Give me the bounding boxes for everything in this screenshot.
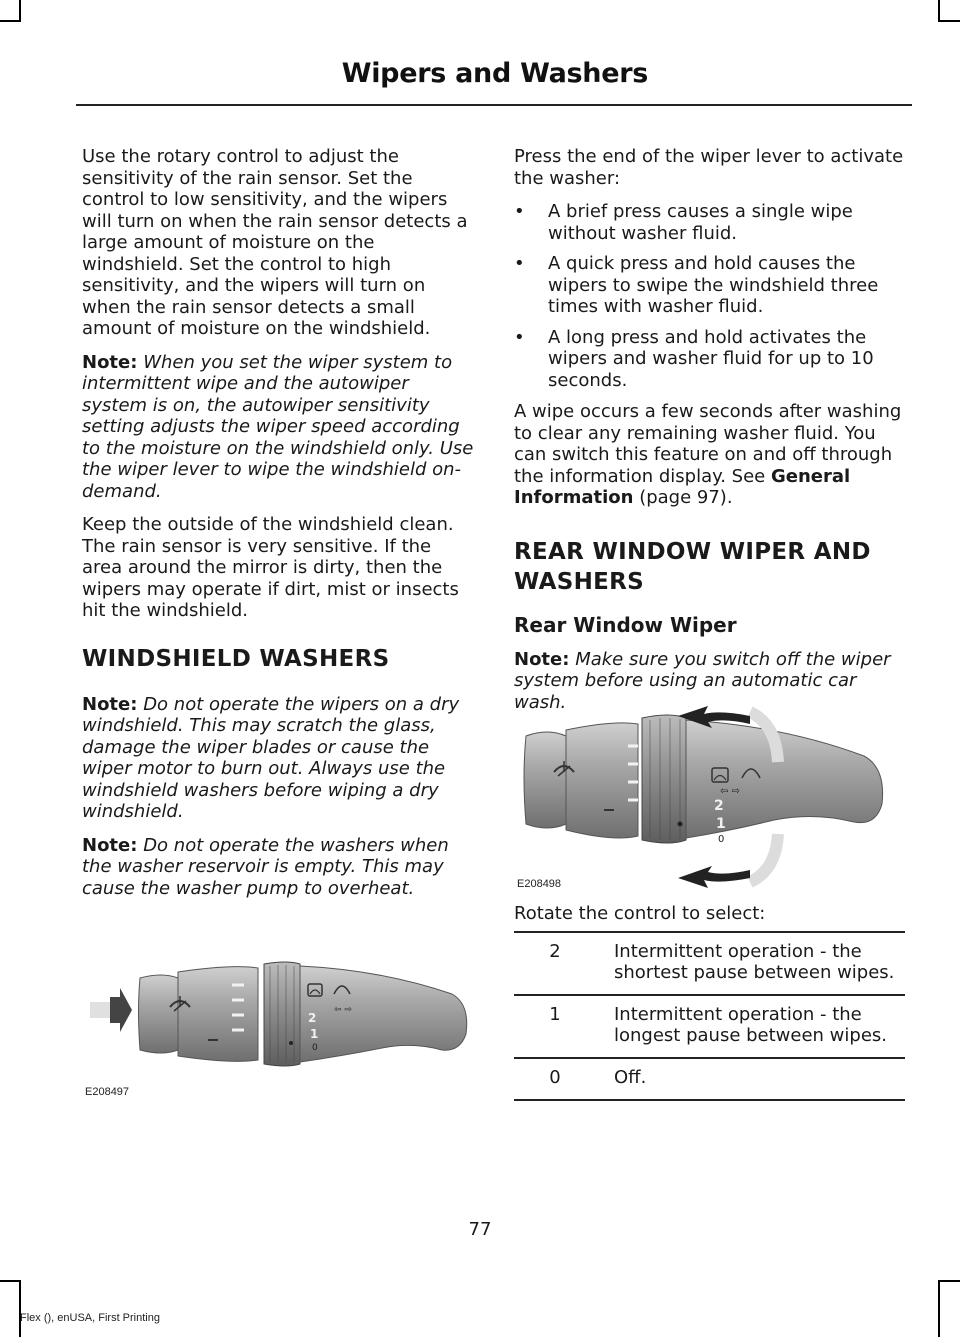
lever-mark-1: 1 bbox=[310, 1027, 319, 1041]
figure-label: E208497 bbox=[85, 1086, 130, 1098]
list-item bbox=[514, 327, 906, 392]
wiper-lever-illustration bbox=[82, 950, 475, 1100]
bullet: • bbox=[514, 326, 525, 348]
note-label: Note: bbox=[82, 351, 138, 373]
wiper-lever-rotate-illustration bbox=[514, 706, 907, 894]
header-rule bbox=[76, 104, 912, 106]
press-arrow-icon bbox=[110, 988, 132, 1032]
crop-mark bbox=[938, 1280, 940, 1337]
lever-mark-0: 0 bbox=[312, 1043, 318, 1053]
footer-text: Flex (), enUSA, First Printing bbox=[20, 1312, 160, 1324]
svg-text:⇦ ⇨: ⇦ ⇨ bbox=[334, 1005, 352, 1015]
figure-label: E208498 bbox=[517, 878, 562, 890]
paragraph-text: A wipe occurs a few seconds after washing to clear any remaining washer fluid. You can switch this feature on and off through the information display. See bbox=[514, 401, 902, 487]
lever-mark-0: 0 bbox=[718, 834, 725, 845]
lever-mark-2: 2 bbox=[308, 1011, 317, 1025]
list-item-text: A long press and hold activates the wipers and washer fluid for up to 10 seconds. bbox=[548, 326, 874, 391]
page-title: Wipers and Washers bbox=[341, 58, 648, 89]
table-row bbox=[514, 995, 905, 1058]
subheading-rear-window-wiper: Rear Window Wiper bbox=[514, 612, 737, 637]
list-item bbox=[514, 253, 906, 318]
left-column bbox=[82, 146, 475, 911]
note-autowiper bbox=[82, 352, 475, 503]
right-column bbox=[514, 146, 906, 725]
page-reference: (page 97). bbox=[639, 487, 733, 508]
note-dry-windshield bbox=[82, 694, 475, 823]
setting-number: 2 bbox=[514, 932, 608, 995]
clean-windshield-paragraph: Keep the outside of the windshield clean. The rain sensor is very sensitive. If the area around the mirror is dirty, then the wipers may operate if dirt, mist or insects hit the windshield. bbox=[82, 514, 459, 621]
crop-mark bbox=[0, 20, 21, 22]
table-row bbox=[514, 932, 905, 995]
general-information-link[interactable]: General Information bbox=[514, 465, 851, 508]
table-row bbox=[514, 1058, 905, 1100]
setting-description: Off. bbox=[608, 1058, 905, 1100]
rotation-setting-table bbox=[514, 931, 905, 1101]
wipe-after-paragraph bbox=[514, 401, 906, 509]
sensitivity-paragraph: Use the rotary control to adjust the sensitivity of the rain sensor. Set the control to low sensitivity, and the wipers will turn on when the rain sensor detects a large amount of moisture on the windshield. Set the control to high sensitivity, and the wipers will turn on when the rain sensor detects a small amount of moisture on the windshield. bbox=[82, 146, 468, 339]
lever-mark-2: 2 bbox=[714, 798, 724, 814]
note-text: Do not operate the wipers on a dry windshield. This may scratch the glass, damage the wiper blades or cause the wiper motor to burn out. Always use the windshield washers before wiping a dry windshield. bbox=[82, 693, 460, 822]
wiper-lever-rotate-figure bbox=[514, 706, 907, 894]
note-text: Make sure you switch off the wiper system before using an automatic car wash. bbox=[514, 648, 891, 713]
washer-press-list bbox=[514, 201, 906, 391]
crop-mark bbox=[938, 0, 940, 22]
arrow-trail bbox=[90, 1002, 112, 1018]
crop-mark bbox=[19, 1280, 21, 1337]
note-label: Note: bbox=[82, 834, 138, 856]
svg-text:⇦ ⇨: ⇦ ⇨ bbox=[720, 786, 740, 797]
note-label: Note: bbox=[82, 693, 138, 715]
rotation-band-bottom bbox=[750, 834, 778, 882]
note-car-wash bbox=[514, 649, 906, 714]
bullet: • bbox=[514, 253, 525, 274]
note-text: When you set the wiper system to intermittent wipe and the autowiper system is on, the autowiper sensitivity setting adjusts the wiper speed according to the moisture on the windshield only. Use the wiper lever to wipe the windshield on-demand. bbox=[82, 351, 474, 502]
crop-mark bbox=[938, 20, 960, 22]
rotate-down-arrow-icon bbox=[678, 866, 750, 888]
section-heading-rear-window: REAR WINDOW WIPER AND WASHERS bbox=[514, 538, 871, 595]
washer-intro: Press the end of the wiper lever to activate the washer: bbox=[514, 146, 904, 189]
lever-mark-1: 1 bbox=[716, 816, 726, 832]
list-item-text: A brief press causes a single wipe without washer fluid. bbox=[548, 201, 853, 244]
page-number: 77 bbox=[468, 1219, 492, 1240]
list-item-text: A quick press and hold causes the wipers to swipe the windshield three times with washer fluid. bbox=[548, 253, 879, 317]
crop-mark bbox=[938, 1280, 960, 1282]
crop-mark bbox=[0, 1280, 21, 1282]
setting-number: 0 bbox=[514, 1058, 608, 1100]
rotate-text: Rotate the control to select: bbox=[514, 903, 766, 924]
section-heading-windshield-washers: WINDSHIELD WASHERS bbox=[82, 645, 390, 672]
crop-mark bbox=[19, 0, 21, 22]
note-label: Note: bbox=[514, 648, 570, 670]
note-empty-reservoir bbox=[82, 835, 475, 900]
wiper-lever-press-figure bbox=[82, 950, 475, 1100]
setting-description: Intermittent operation - the shortest pause between wipes. bbox=[608, 932, 905, 995]
setting-description: Intermittent operation - the longest pause between wipes. bbox=[608, 995, 905, 1058]
list-item bbox=[514, 201, 906, 244]
note-text: Do not operate the washers when the washer reservoir is empty. This may cause the washer pump to overheat. bbox=[82, 834, 449, 899]
setting-number: 1 bbox=[514, 995, 608, 1058]
bullet: • bbox=[514, 201, 525, 222]
